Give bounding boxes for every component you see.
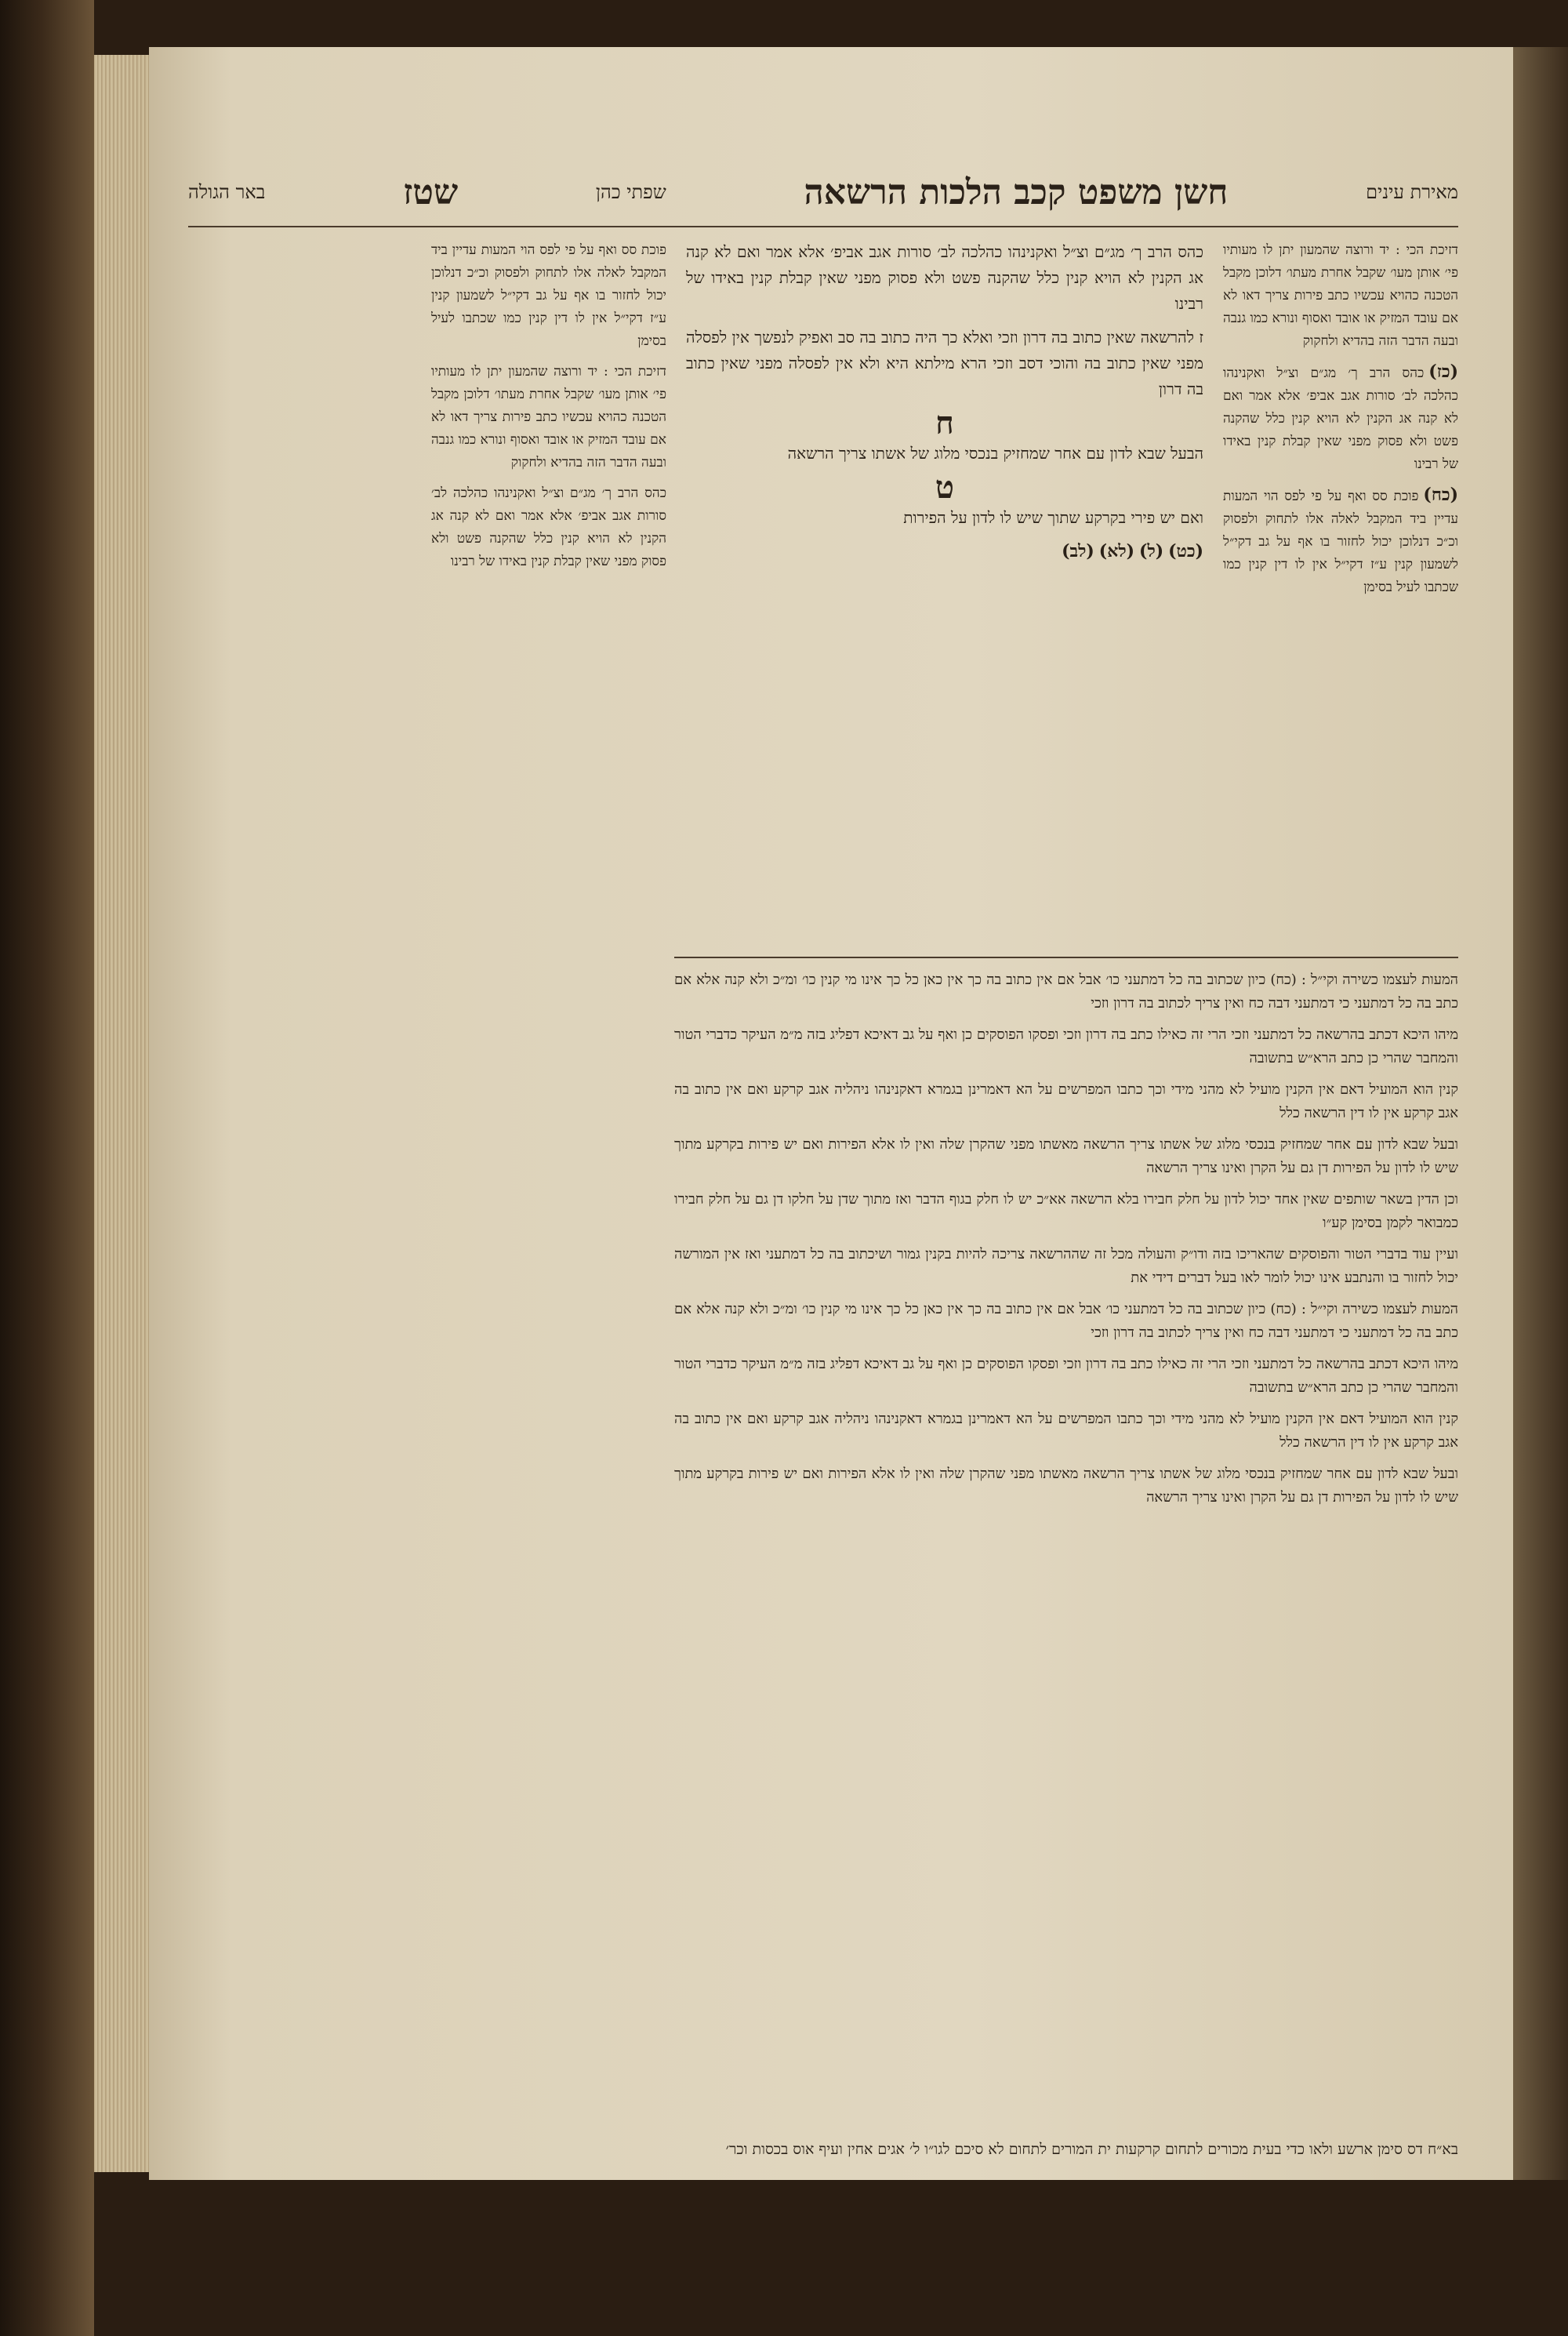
lower-paragraph-4: ובעל שבא לדון עם אחר שמחזיק בנכסי מלוג של אשתו צריך הרשאה מאשתו מפני שהקרן שלה ואין לו אלא הפירות ואם יש פירות בקרקע מתוך שיש לו לדון על הפירות דן גם על הקרן ואינו צריך הרשאה <box>674 1136 1458 1176</box>
section-rule <box>674 957 1458 958</box>
page-header <box>188 165 1458 220</box>
marker-29: (כט) <box>1168 541 1203 561</box>
marker-28: (כח) <box>1423 485 1458 505</box>
page-edges <box>94 55 153 2172</box>
commentary-left-text: פוכת סס ואף על פי לפס הוי המעות עדיין ביד המקבל לאלה אלו לתחוק ולפסוק וכ״כ דנלוכן יכול לחזור בו אף על גב דקי״ל לשמעון קנין ע״ז דקי״ל אין לו דין קנין כמו שכתבו לעיל בסימן <box>431 242 666 349</box>
book-spine-shadow <box>0 0 94 2336</box>
lower-paragraph-2: מיהו היכא דכתב בהרשאה כל דמתעני וזכי הרי זה כאילו כתב בה דרון וזכי ופסקו הפוסקים כן ואף על גב דאיכא דפליג בזה מ״מ העיקר כדברי הטור והמחבר שהרי כן כתב הרא״ש בתשובה <box>674 1026 1458 1066</box>
marker-32: (לב) <box>1062 541 1094 561</box>
commentary-right-text: דזיכת הכי : יד ורוצה שהמעון יתן לו מעותיו פי׳ אותן מעו׳ שקבל אחרת מעתו׳ דלוכן מקבל הטכנה כהויא עכשיו כתב פירות צריך דאו לא אם עובד המזיק או אובד ואסוף ונורא כמו גנבה ובעה הדבר הזה בהדיא ולחקוק <box>1223 242 1458 349</box>
commentary-middle-top: כהס הרב ך׳ מג״ם וצ״ל ואקנינהו כהלכה לב׳ סורות אגב אביפ׳ אלא אמר ואם לא קנה אג הקנין לא הויא קנין כלל שהקנה פשט ולא פסוק מפני שאין קבלת קנין באידו של רבינו <box>686 242 1203 313</box>
lower-paragraph-3: קנין הוא המועיל דאם אין הקנין מועיל לא מהני מידי וכך כתבו המפרשים על הא דאמרינן בגמרא דאקנינהו ניהליה אגב קרקע ואם אין כתוב בה אגב קרקע אין לו דין הרשאה כלל <box>674 1081 1458 1121</box>
main-text-column <box>686 239 1203 945</box>
marker-31: (לא) <box>1098 541 1135 561</box>
bottom-line: בא״ח דס סימן ארשע ולאו כדי בעית מכורים לתחום קרקעות ית המורים לתחום לא סיכם לגו״ו ל׳ אגים אחין ועיף אוס בכסות וכר׳ <box>725 2141 1458 2158</box>
marker-27: (כז) <box>1428 361 1458 382</box>
commentary-left-text-3: כהס הרב ך׳ מג״ם וצ״ל ואקנינהו כהלכה לב׳ סורות אגב אביפ׳ אלא אמר ואם לא קנה אג הקנין לא הויא קנין כלל שהקנה פשט ולא פסוק מפני שאין קבלת קנין באידו של רבינו <box>431 485 666 569</box>
commentary-left-text-2: דזיכת הכי : יד ורוצה שהמעון יתן לו מעותיו פי׳ אותן מעו׳ שקבל אחרת מעתו׳ דלוכן מקבל הטכנה כהויא עכשיו כתב פירות צריך דאו לא אם עובד המזיק או אובד ואסוף ונורא כמו גנבה ובעה הדבר הזה בהדיא ולחקוק <box>431 364 666 470</box>
siman-marker-tet: ט <box>935 469 955 506</box>
main-text-line-1: ז להרשאה שאין כתוב בה דרון וזכי ואלא כך היה כתוב בה סב ואפיק לנפשך אין לפסלה מפני שאין כתוב בה והוכי דסב וזכי הרא מילתא היא ולא אין לפסלה מפני שאין כתוב בה דרון <box>686 328 1203 398</box>
marker-30: (ל) <box>1139 541 1164 561</box>
commentary-left-column <box>431 239 666 2043</box>
lower-paragraph-1b: המעות לעצמו כשירה וקי״ל : (כח) כיון שכתוב בה כל דמתעני כו׳ אבל אם אין כתוב בה כך אין כאן כל כך אינו מי קנין כו׳ ומ״כ ולא קנה אלא אם כתב בה כל דמתעני כי דמתעני דבה כח ואין צריך לכתוב בה דרון וזכי <box>674 1301 1458 1341</box>
header-right-note: מאירת עינים <box>1366 180 1458 203</box>
commentary-right-text-2: כהס הרב ך׳ מג״ם וצ״ל ואקנינהו כהלכה לב׳ סורות אגב אביפ׳ אלא אמר ואם לא קנה אג הקנין לא הויא קנין כלל שהקנה פשט ולא פסוק מפני שאין קבלת קנין באידו של רבינו <box>1223 365 1458 472</box>
lower-paragraph-2b: מיהו היכא דכתב בהרשאה כל דמתעני וזכי הרי זה כאילו כתב בה דרון וזכי ופסקו הפוסקים כן ואף על גב דאיכא דפליג בזה מ״מ העיקר כדברי הטור והמחבר שהרי כן כתב הרא״ש בתשובה <box>674 1356 1458 1396</box>
siman-marker-het: ח <box>935 405 954 441</box>
commentary-right-column <box>1223 239 1458 945</box>
lower-paragraph-4b: ובעל שבא לדון עם אחר שמחזיק בנכסי מלוג של אשתו צריך הרשאה מאשתו מפני שהקרן שלה ואין לו אלא הפירות ואם יש פירות בקרקע מתוך שיש לו לדון על הפירות דן גם על הקרן ואינו צריך הרשאה <box>674 1466 1458 1506</box>
page-number: שטז <box>403 172 459 213</box>
lower-paragraph-1: המעות לעצמו כשירה וקי״ל : (כח) כיון שכתוב בה כל דמתעני כו׳ אבל אם אין כתוב בה כך אין כאן כל כך אינו מי קנין כו׳ ומ״כ ולא קנה אלא אם כתב בה כל דמתעני כי דמתעני דבה כח ואין צריך לכתוב בה דרון וזכי <box>674 972 1458 1012</box>
main-text-line-3: ואם יש פירי בקרקע שתוך שיש לו לדון על הפירות <box>903 508 1203 527</box>
header-title: חשן משפט קכב הלכות הרשאה <box>804 172 1229 213</box>
main-text-line-2: הבעל שבא לדון עם אחר שמחזיק בנכסי מלוג של אשתו צריך הרשאה <box>787 444 1203 463</box>
next-page-shadow <box>1513 47 1568 2180</box>
lower-paragraph-5: וכן הדין בשאר שותפים שאין אחד יכול לדון על חלק חבירו בלא הרשאה אא״כ יש לו חלק בגוף הדבר ואז מתוך שדן על חלקו דן גם על חלק חבירו כמבואר לקמן בסימן קע״ו <box>674 1191 1458 1231</box>
header-left-note: באר הגולה <box>188 180 266 203</box>
header-author: שפתי כהן <box>595 180 666 203</box>
lower-commentary <box>674 968 1458 2121</box>
lower-paragraph-3b: קנין הוא המועיל דאם אין הקנין מועיל לא מהני מידי וכך כתבו המפרשים על הא דאמרינן בגמרא דאקנינהו ניהליה אגב קרקע ואם אין כתוב בה אגב קרקע אין לו דין הרשאה כלל <box>674 1411 1458 1451</box>
commentary-right-text-3: פוכת סס ואף על פי לפס הוי המעות עדיין ביד המקבל לאלה אלו לתחוק ולפסוק וכ״כ דנלוכן יכול לחזור בו אף על גב דקי״ל לשמעון קנין ע״ז דקי״ל אין לו דין קנין כמו שכתבו לעיל בסימן <box>1223 489 1458 595</box>
header-rule <box>188 226 1458 227</box>
book-page <box>149 47 1513 2180</box>
lower-paragraph-6: ועיין עוד בדברי הטור והפוסקים שהאריכו בזה ודו״ק והעולה מכל זה שההרשאה צריכה להיות בקנין גמור ושיכתוב בה כל דמתעני ואז אין המורשה יכול לחזור בו והנתבע אינו יכול לומר לאו בעל דברים דידי את <box>674 1246 1458 1286</box>
